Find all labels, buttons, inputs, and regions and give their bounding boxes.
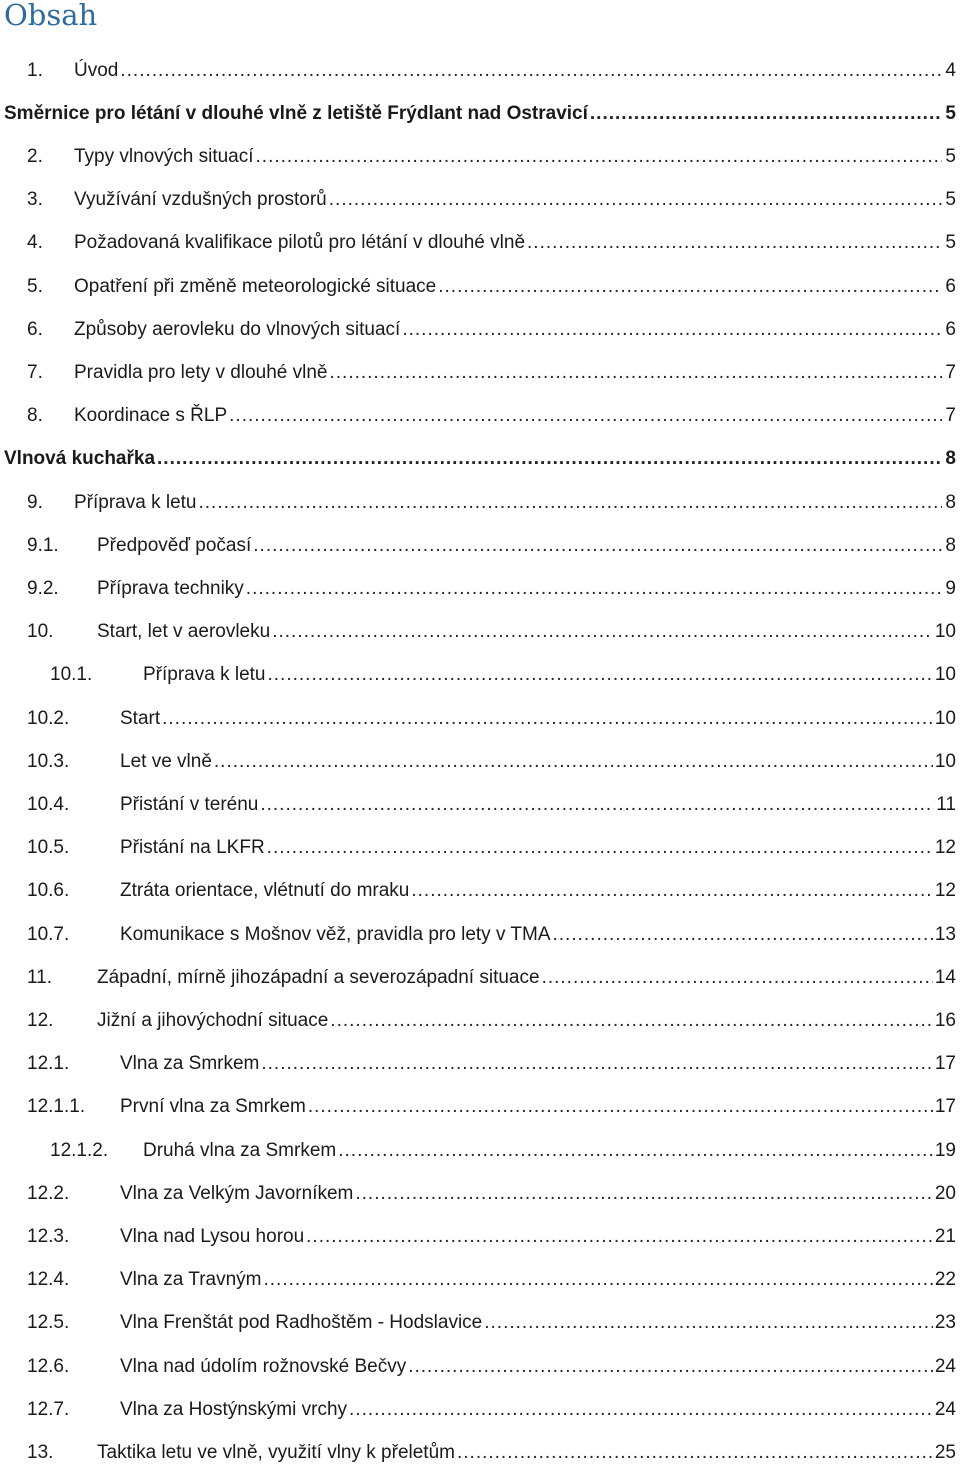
toc-entry-title: Vlna za Velkým Javorníkem — [120, 1182, 354, 1204]
toc-entry-page: 11 — [936, 793, 956, 815]
toc-entry-page: 20 — [934, 1182, 956, 1204]
toc-entry-page: 6 — [945, 318, 956, 340]
toc-dot-leader — [457, 1442, 933, 1464]
toc-entry-number: 7. — [27, 361, 43, 383]
toc-dot-leader — [260, 794, 934, 816]
toc-dot-leader — [214, 751, 933, 773]
toc-entry[interactable] — [0, 1388, 960, 1431]
toc-dot-leader — [349, 1399, 933, 1421]
toc-entry-title: Vlna nad Lysou horou — [120, 1225, 305, 1247]
toc-entry-number: 11. — [27, 966, 53, 988]
toc-entry-title: Opatření při změně meteorologické situace — [74, 275, 437, 297]
toc-entry[interactable] — [0, 1086, 960, 1129]
toc-entry-title: Přistání v terénu — [120, 793, 259, 815]
toc-dot-leader — [330, 1010, 933, 1032]
toc-dot-leader — [355, 1183, 932, 1205]
toc-dot-leader — [253, 535, 942, 557]
toc-entry[interactable] — [0, 524, 960, 567]
toc-entry[interactable] — [0, 308, 960, 351]
toc-entry[interactable] — [0, 1172, 960, 1215]
toc-entry-number: 2. — [27, 145, 43, 167]
toc-entry-number: 12.1.1. — [27, 1096, 86, 1118]
toc-entry-number: 10.3. — [27, 750, 70, 772]
toc-entry-number: 10.6. — [27, 880, 70, 902]
toc-entry-number: 12.6. — [27, 1355, 70, 1377]
toc-entry-title: Vlna za Travným — [120, 1269, 262, 1291]
toc-entry-number: 4. — [27, 232, 43, 254]
toc-entry[interactable] — [0, 783, 960, 826]
toc-entry-title: Pravidla pro lety v dlouhé vlně — [74, 361, 328, 383]
toc-entry-page: 5 — [945, 232, 956, 254]
toc-entry-title: Druhá vlna za Smrkem — [143, 1139, 337, 1161]
toc-entry[interactable] — [0, 395, 960, 438]
toc-entry[interactable] — [0, 222, 960, 265]
toc-entry[interactable] — [0, 179, 960, 222]
toc-entry[interactable] — [0, 92, 960, 135]
toc-entry[interactable] — [0, 481, 960, 524]
toc-entry-page: 13 — [934, 923, 956, 945]
toc-dot-leader — [338, 1140, 933, 1162]
toc-entry-number: 10.1. — [50, 664, 93, 686]
toc-entry-title: Ztráta orientace, vlétnutí do mraku — [120, 880, 410, 902]
toc-entry-number: 1. — [27, 59, 43, 81]
toc-entry-title: Let ve vlně — [120, 750, 212, 772]
toc-entry-number: 10.2. — [27, 707, 70, 729]
toc-entry-page: 5 — [945, 145, 956, 167]
toc-entry[interactable] — [0, 1043, 960, 1086]
toc-entry-title: Vlna za Hostýnskými vrchy — [120, 1398, 348, 1420]
toc-entry-page: 8 — [945, 534, 956, 556]
toc-dot-leader — [411, 880, 932, 902]
toc-entry[interactable] — [0, 1302, 960, 1345]
toc-dot-leader — [261, 1053, 932, 1075]
toc-entry-number: 8. — [27, 405, 43, 427]
toc-entry-page: 12 — [934, 837, 956, 859]
toc-entry-number: 12.4. — [27, 1269, 70, 1291]
toc-entry-page: 10 — [934, 750, 956, 772]
toc-entry-page: 8 — [945, 491, 956, 513]
toc-entry-title: Směrnice pro létání v dlouhé vlně z letiště Frýdlant nad Ostravicí — [4, 102, 588, 124]
toc-entry-number: 3. — [27, 189, 43, 211]
toc-dot-leader — [329, 189, 942, 211]
toc-entry[interactable] — [0, 438, 960, 481]
toc-entry-page: 7 — [945, 361, 956, 383]
toc-entry-page: 14 — [934, 966, 956, 988]
toc-entry-title: Západní, mírně jihozápadní a severozápadní situace — [97, 966, 540, 988]
toc-entry-page: 24 — [934, 1355, 956, 1377]
toc-entry-title: Způsoby aerovleku do vlnových situací — [74, 318, 401, 340]
toc-entry-title: Využívání vzdušných prostorů — [74, 189, 327, 211]
toc-entry-page: 9 — [945, 577, 956, 599]
toc-dot-leader — [484, 1312, 933, 1334]
toc-entry[interactable] — [0, 49, 960, 92]
toc-entry-title: Úvod — [74, 59, 119, 81]
toc-dot-leader — [329, 362, 942, 384]
toc-dot-leader — [438, 276, 942, 298]
toc-dot-leader — [157, 448, 942, 470]
toc-dot-leader — [542, 967, 933, 989]
toc-entry-title: Start, let v aerovleku — [97, 621, 271, 643]
toc-entry[interactable] — [0, 1129, 960, 1172]
toc-entry-title: Koordinace s ŘLP — [74, 405, 228, 427]
toc-dot-leader — [264, 1269, 933, 1291]
toc-dot-leader — [256, 146, 942, 168]
toc-entry-title: Příprava techniky — [97, 577, 244, 599]
toc-entry-title: Taktika letu ve vlně, využití vlny k přeletům — [97, 1441, 455, 1463]
toc-entry-number: 13. — [27, 1441, 54, 1463]
toc-entry[interactable] — [0, 567, 960, 610]
toc-entry-page: 5 — [945, 102, 956, 124]
toc-entry-page: 10 — [934, 664, 956, 686]
toc-entry-title: První vlna za Smrkem — [120, 1096, 306, 1118]
toc-dot-leader — [120, 60, 942, 82]
toc-entry-number: 12.1.2. — [50, 1139, 109, 1161]
toc-entry-number: 6. — [27, 318, 43, 340]
toc-entry-title: Vlna nad údolím rožnovské Bečvy — [120, 1355, 407, 1377]
toc-entry-number: 10.4. — [27, 793, 70, 815]
toc-dot-leader — [590, 103, 942, 125]
toc-entry-number: 10. — [27, 621, 54, 643]
toc-entry-number: 12.2. — [27, 1182, 70, 1204]
toc-entry-page: 19 — [934, 1139, 956, 1161]
toc-dot-leader — [162, 708, 933, 730]
toc-dot-leader — [229, 405, 942, 427]
toc-entry-page: 23 — [934, 1312, 956, 1334]
toc-entry-page: 6 — [945, 275, 956, 297]
toc-entry[interactable] — [0, 740, 960, 783]
toc-dot-leader — [267, 837, 933, 859]
toc-entry-number: 12.7. — [27, 1398, 70, 1420]
toc-dot-leader — [553, 924, 933, 946]
toc-dot-leader — [246, 578, 942, 600]
toc-entry[interactable] — [0, 1431, 960, 1474]
toc-entry[interactable] — [0, 611, 960, 654]
toc-entry-page: 10 — [934, 621, 956, 643]
toc-entry[interactable] — [0, 956, 960, 999]
toc-entry-number: 10.5. — [27, 837, 70, 859]
toc-entry-number: 9.2. — [27, 577, 59, 599]
toc-entry-number: 9. — [27, 491, 43, 513]
toc-entry-title: Předpověď počasí — [97, 534, 252, 556]
toc-entry[interactable] — [0, 265, 960, 308]
toc-dot-leader — [199, 492, 943, 514]
toc-entry-number: 12.1. — [27, 1053, 70, 1075]
toc-entry-number: 10.7. — [27, 923, 70, 945]
toc-entry-page: 17 — [934, 1096, 956, 1118]
toc-entry[interactable] — [0, 827, 960, 870]
toc-entry-title: Přistání na LKFR — [120, 837, 265, 859]
toc-entry-title: Typy vlnových situací — [74, 145, 254, 167]
toc-entry[interactable] — [0, 135, 960, 178]
toc-dot-leader — [408, 1356, 933, 1378]
toc-entry-title: Příprava k letu — [74, 491, 197, 513]
toc-entry[interactable] — [0, 1259, 960, 1302]
toc-entry-number: 5. — [27, 275, 43, 297]
toc-entry[interactable] — [0, 697, 960, 740]
toc-entry-page: 7 — [945, 405, 956, 427]
toc-entry[interactable] — [0, 913, 960, 956]
toc-dot-leader — [306, 1226, 933, 1248]
toc-entry-title: Start — [120, 707, 161, 729]
toc-dot-leader — [402, 319, 942, 341]
toc-entry-title: Vlna za Smrkem — [120, 1053, 260, 1075]
toc-entry-page: 25 — [934, 1441, 956, 1463]
toc-entry[interactable] — [0, 999, 960, 1042]
toc-entry-page: 10 — [934, 707, 956, 729]
toc-entry-page: 5 — [945, 189, 956, 211]
toc-entry-number: 12.5. — [27, 1312, 70, 1334]
toc-entry-title: Příprava k letu — [143, 664, 266, 686]
toc-entry[interactable] — [0, 1215, 960, 1258]
toc-entry-page: 24 — [934, 1398, 956, 1420]
toc-entry-page: 12 — [934, 880, 956, 902]
toc-entry-number: 9.1. — [27, 534, 59, 556]
toc-dot-leader — [527, 232, 942, 254]
page-title: Obsah — [4, 0, 98, 32]
toc-entry[interactable] — [0, 870, 960, 913]
toc-entry-title: Vlna Frenštát pod Radhoštěm - Hodslavice — [120, 1312, 483, 1334]
toc-entry-number: 12. — [27, 1009, 54, 1031]
toc-entry-page: 8 — [945, 448, 956, 470]
toc-dot-leader — [272, 621, 933, 643]
toc-entry-page: 16 — [934, 1009, 956, 1031]
toc-entry-page: 22 — [934, 1269, 956, 1291]
toc-entry[interactable] — [0, 654, 960, 697]
toc-dot-leader — [308, 1096, 933, 1118]
toc-entry-title: Požadovaná kvalifikace pilotů pro létání v dlouhé vlně — [74, 232, 526, 254]
toc-entry[interactable] — [0, 1345, 960, 1388]
toc-entry[interactable] — [0, 351, 960, 394]
toc-entry-page: 4 — [945, 59, 956, 81]
toc-dot-leader — [268, 664, 933, 686]
toc-entry-page: 21 — [934, 1225, 956, 1247]
toc-entry-title: Jižní a jihovýchodní situace — [97, 1009, 329, 1031]
toc-entry-page: 17 — [934, 1053, 956, 1075]
toc-entry-title: Komunikace s Mošnov věž, pravidla pro lety v TMA — [120, 923, 551, 945]
toc-entry-title: Vlnová kuchařka — [4, 448, 156, 470]
toc-entry-number: 12.3. — [27, 1225, 70, 1247]
